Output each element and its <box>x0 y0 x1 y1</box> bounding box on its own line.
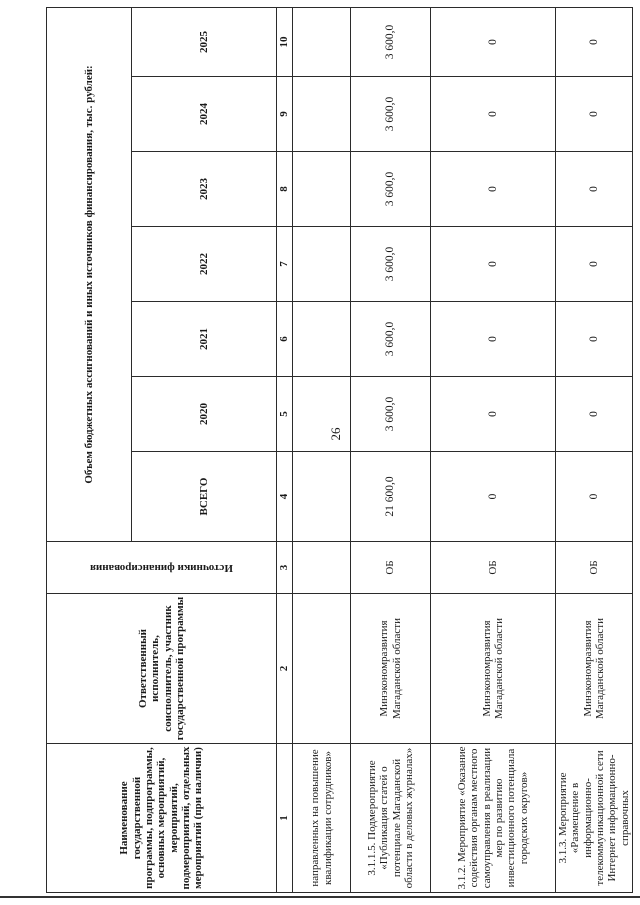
row-year-value: 0 <box>431 152 556 227</box>
header-row-top <box>47 7 132 892</box>
row-year-value: 0 <box>431 377 556 452</box>
col-index: 9 <box>277 77 293 152</box>
budget-table <box>46 7 633 893</box>
row-year-value: 3 600,0 <box>351 7 431 76</box>
row-source: ОБ <box>556 542 633 594</box>
col-index: 8 <box>277 152 293 227</box>
row-year-value: 3 600,0 <box>351 152 431 227</box>
footer-rule <box>0 896 640 898</box>
row-year-value <box>293 227 351 302</box>
col-index: 5 <box>277 377 293 452</box>
header-year-2024: 2024 <box>132 77 277 152</box>
header-year-2022: 2022 <box>132 227 277 302</box>
header-source <box>47 542 277 594</box>
row-total: 0 <box>431 452 556 542</box>
row-name: 3.1.3. Мероприятие «Размещение в информационно-телекоммуникационной сети Интернет информационно-справочных <box>556 744 633 893</box>
row-year-value: 0 <box>556 7 633 76</box>
table-row <box>431 7 556 892</box>
row-year-value: 3 600,0 <box>351 302 431 377</box>
row-total: 0 <box>556 452 633 542</box>
row-source <box>293 542 351 594</box>
row-year-value: 3 600,0 <box>351 77 431 152</box>
row-executor: Минэкономразвития Магаданской области <box>556 594 633 744</box>
table-row <box>556 7 633 892</box>
row-source: ОБ <box>351 542 431 594</box>
col-index: 1 <box>277 744 293 893</box>
row-name: 3.1.1.5. Подмероприятие «Публикация статей о потенциале Магаданской области в деловых журналах» <box>351 744 431 893</box>
header-executor: Ответственный исполнитель, соисполнитель, участник государственной программы <box>47 594 277 744</box>
col-index: 7 <box>277 227 293 302</box>
col-index: 3 <box>277 542 293 594</box>
col-index: 6 <box>277 302 293 377</box>
row-executor <box>293 594 351 744</box>
row-year-value: 0 <box>556 302 633 377</box>
row-executor: Минэкономразвития Магаданской области <box>351 594 431 744</box>
table-row <box>293 7 351 892</box>
column-index-row <box>277 7 293 892</box>
row-year-value <box>293 377 351 452</box>
header-year-2023: 2023 <box>132 152 277 227</box>
page-number: 26 <box>328 427 343 441</box>
col-index: 2 <box>277 594 293 744</box>
col-index: 10 <box>277 7 293 76</box>
row-year-value: 0 <box>556 152 633 227</box>
header-year-2025: 2025 <box>132 7 277 76</box>
row-executor: Минэкономразвития Магаданской области <box>431 594 556 744</box>
header-name: Наименование государственной программы, подпрограммы, основных мероприятий, мероприятий, подмероприятий, отдельных мероприятий (при наличии) <box>47 744 277 893</box>
row-year-value <box>293 7 351 76</box>
row-year-value: 3 600,0 <box>351 227 431 302</box>
row-year-value: 0 <box>431 302 556 377</box>
row-year-value <box>293 302 351 377</box>
row-total <box>293 452 351 542</box>
table-row <box>351 7 431 892</box>
row-year-value: 0 <box>431 77 556 152</box>
row-year-value: 3 600,0 <box>351 377 431 452</box>
rotated-content <box>46 8 631 893</box>
row-year-value: 0 <box>556 377 633 452</box>
row-year-value: 0 <box>556 227 633 302</box>
header-total: ВСЕГО <box>132 452 277 542</box>
row-name: направленных на повышение квалификации сотрудников» <box>293 744 351 893</box>
row-source: ОБ <box>431 542 556 594</box>
row-year-value <box>293 152 351 227</box>
row-year-value: 0 <box>556 77 633 152</box>
header-year-2020: 2020 <box>132 377 277 452</box>
header-source-label: Источники финансирования <box>90 561 233 574</box>
header-volume: Объем бюджетных ассигнований и иных источников финансирования, тыс. рублей: <box>47 7 132 541</box>
row-year-value <box>293 77 351 152</box>
header-year-2021: 2021 <box>132 302 277 377</box>
row-name: 3.1.2. Мероприятие «Оказание содействия органам местного самоуправления в реализации мер по развитию инвестиционного потенциала городских округов» <box>431 744 556 893</box>
row-year-value: 0 <box>431 7 556 76</box>
col-index: 4 <box>277 452 293 542</box>
row-total: 21 600,0 <box>351 452 431 542</box>
row-year-value: 0 <box>431 227 556 302</box>
